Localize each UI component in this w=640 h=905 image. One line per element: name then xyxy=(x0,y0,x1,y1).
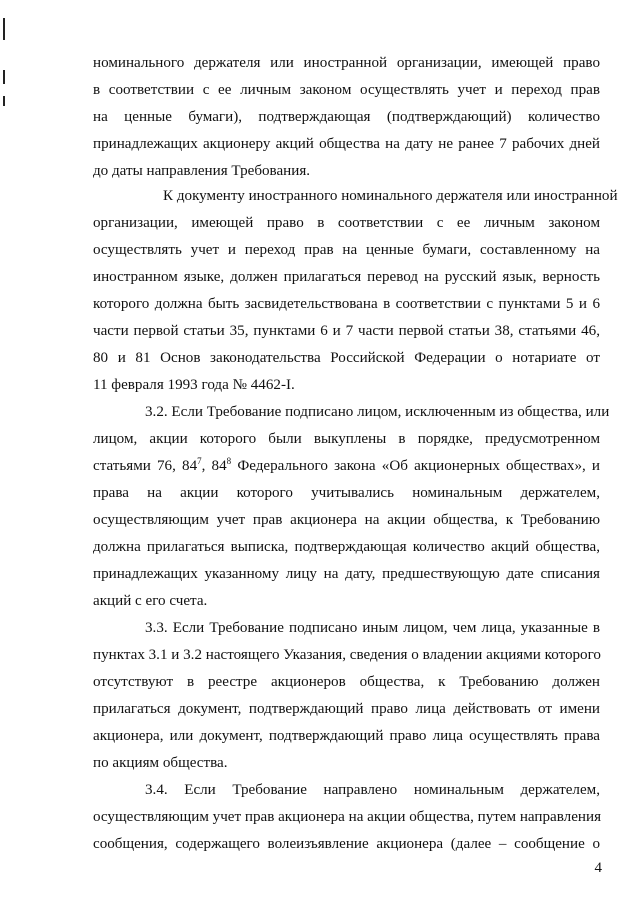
text-line: номинального держателя или иностранной организации, имеющей право xyxy=(93,55,600,71)
text-line: прилагаться документ, подтверждающий право лица действовать от имени xyxy=(93,701,600,717)
articles-ref-sup-2: 8 xyxy=(226,455,232,466)
scan-edge-mark xyxy=(3,18,5,40)
text-line: на ценные бумаги), подтверждающая (подтверждающий) количество xyxy=(93,109,600,125)
scan-edge-mark xyxy=(3,96,5,106)
text-line: части первой статьи 35, пунктами 6 и 7 части первой статьи 38, статьями 46, xyxy=(93,323,600,339)
text-line: отсутствуют в реестре акционеров общества, к Требованию должен xyxy=(93,674,600,690)
clause-3-2-first-line: 3.2. Если Требование подписано лицом, исключенным из общества, или xyxy=(145,404,610,420)
text-line: пунктах 3.1 и 3.2 настоящего Указания, сведения о владении акциями которого xyxy=(93,647,601,663)
text-line: лицом, акции которого были выкуплены в порядке, предусмотренном xyxy=(93,431,600,447)
text-line: по акциям общества. xyxy=(93,755,228,771)
text-line: которого должна быть засвидетельствована в соответствии с пунктами 5 и 6 xyxy=(93,296,600,312)
text-line: принадлежащих акционеру акций общества на дату не ранее 7 рабочих дней xyxy=(93,136,600,152)
page-number: 4 xyxy=(594,860,602,876)
clause-3-4-first-line: 3.4. Если Требование направлено номинальным держателем, xyxy=(145,782,600,798)
articles-ref-sup-1: 7 xyxy=(197,455,202,466)
text-line: организации, имеющей право в соответствии с ее личным законом xyxy=(93,215,600,231)
text-line: сообщения, содержащего волеизъявление акционера (далее – сообщение о xyxy=(93,836,600,852)
articles-ref-prefix: статьями 76, 84 xyxy=(93,458,198,474)
text-line: осуществляющим учет прав акционера на акции общества, путем направления xyxy=(93,809,602,825)
text-line: иностранном языке, должен прилагаться перевод на русский язык, верность xyxy=(93,269,600,285)
text-line: акций с его счета. xyxy=(93,593,208,609)
text-line: 11 февраля 1993 года № 4462-I. xyxy=(93,377,295,393)
text-line: осуществляющим учет прав акционера на акции общества, к Требованию xyxy=(93,512,600,528)
text-line: до даты направления Требования. xyxy=(93,163,311,179)
text-line: должна прилагаться выписка, подтверждающая количество акций общества, xyxy=(93,539,600,555)
text-line: осуществлять учет и переход прав на ценные бумаги, составленному на xyxy=(93,242,600,258)
text-line: акционера, или документ, подтверждающий право лица осуществлять права xyxy=(93,728,600,744)
articles-ref-rest: Федерального закона «Об акционерных обществах», и xyxy=(237,458,601,474)
scan-edge-mark xyxy=(3,70,5,84)
text-line: в соответствии с ее личным законом осуществлять учет и переход прав xyxy=(93,82,600,98)
text-line: права на акции которого учитывались номинальным держателем, xyxy=(93,485,600,501)
clause-3-3-first-line: 3.3. Если Требование подписано иным лицом, чем лица, указанные в xyxy=(145,620,600,636)
text-line: принадлежащих указанному лицу на дату, предшествующую дате списания xyxy=(93,566,600,582)
paragraph-first-line: К документу иностранного номинального держателя или иностранной xyxy=(163,188,618,204)
articles-reference-line xyxy=(93,456,600,476)
articles-ref-mid: , 84 xyxy=(201,458,227,474)
text-line: 80 и 81 Основ законодательства Российской Федерации о нотариате от xyxy=(93,350,600,366)
